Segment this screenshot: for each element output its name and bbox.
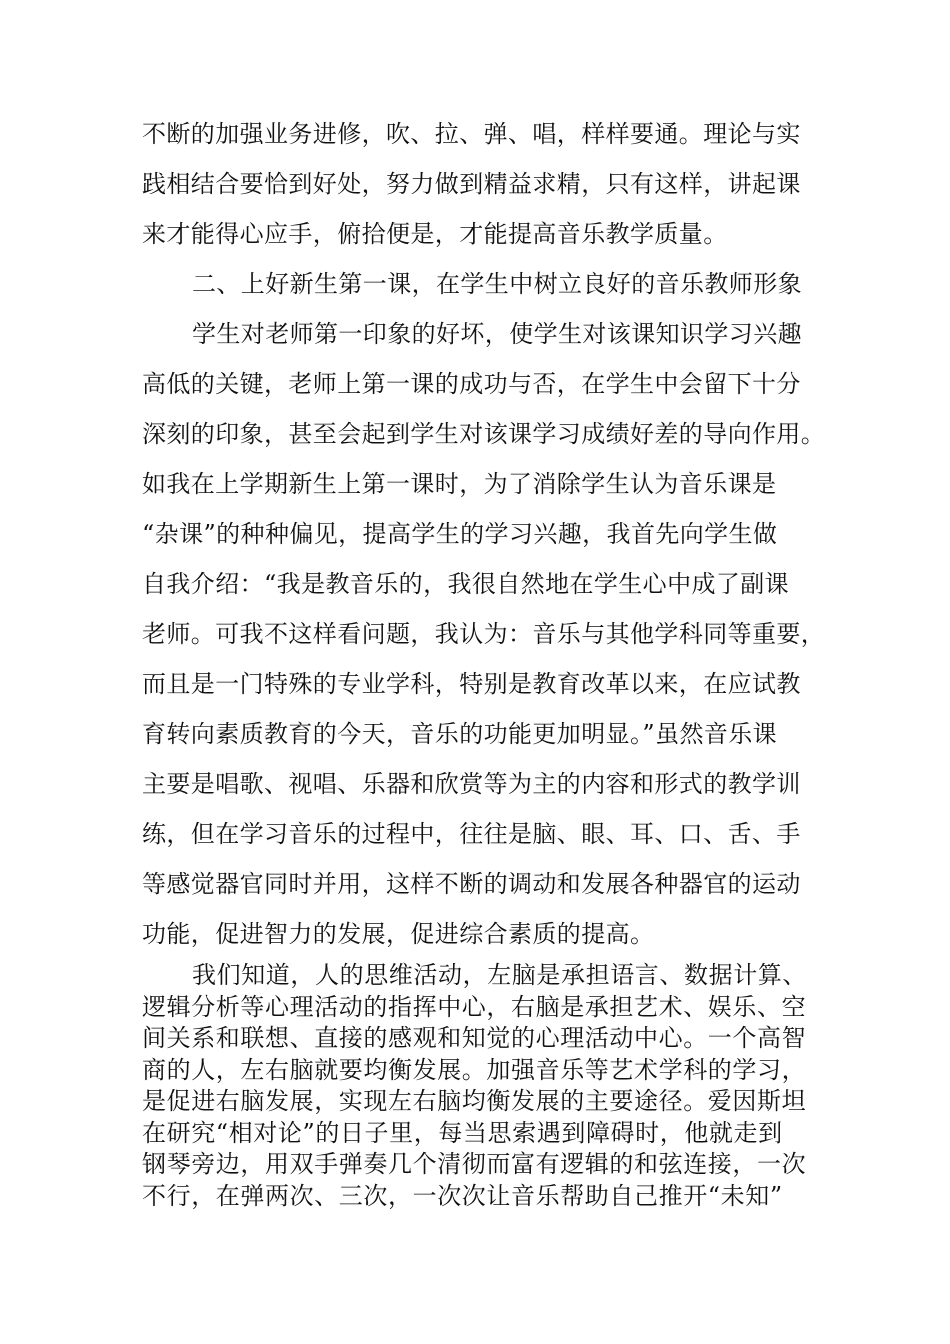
paragraph-line: “杂课”的种种偏见，提高学生的学习兴趣，我首先向学生做 [142, 520, 778, 548]
paragraph-line: 学生对老师第一印象的好坏，使学生对该课知识学习兴趣 [192, 320, 802, 348]
paragraph-line: 而且是一门特殊的专业学科，特别是教育改革以来，在应试教 [142, 670, 801, 698]
paragraph-line: 等感觉器官同时并用，这样不断的调动和发展各种器官的运动 [142, 870, 801, 898]
paragraph-line: 是促进右脑发展，实现左右脑均衡发展的主要途径。爱因斯坦 [142, 1087, 807, 1115]
paragraph-line: 间关系和联想、直接的感观和知觉的心理活动中心。一个高智 [142, 1024, 807, 1052]
paragraph-line: 逻辑分析等心理活动的指挥中心，右脑是承担艺术、娱乐、空 [142, 992, 807, 1021]
paragraph-line: 来才能得心应手，俯拾便是，才能提高音乐教学质量。 [142, 220, 728, 248]
paragraph-line: 老师。可我不这样看问题，我认为：音乐与其他学科同等重要， [142, 620, 826, 648]
text-block-lower [142, 960, 842, 1212]
paragraph-line: 我们知道，人的思维活动，左脑是承担语言、数据计算、 [192, 961, 807, 989]
section-heading: 二、上好新生第一课，在学生中树立良好的音乐教师形象 [192, 270, 802, 298]
paragraph-line: 育转向素质教育的今天，音乐的功能更加明显。”虽然音乐课 [142, 720, 778, 748]
paragraph-line: 商的人，左右脑就要均衡发展。加强音乐等艺术学科的学习， [142, 1055, 807, 1084]
paragraph-line: 功能，促进智力的发展，促进综合素质的提高。 [142, 920, 655, 948]
paragraph-line: 践相结合要恰到好处，努力做到精益求精，只有这样，讲起课 [142, 170, 801, 198]
paragraph-line: 不断的加强业务进修，吹、拉、弹、唱，样样要通。理论与实 [142, 120, 801, 148]
paragraph-line: 深刻的印象，甚至会起到学生对该课学习成绩好差的导向作用。 [142, 420, 826, 448]
paragraph-line: 钢琴旁边，用双手弹奏几个清彻而富有逻辑的和弦连接，一次 [142, 1150, 807, 1178]
paragraph-line: 如我在上学期新生上第一课时，为了消除学生认为音乐课是 [142, 470, 777, 498]
paragraph-line: 高低的关键，老师上第一课的成功与否，在学生中会留下十分 [142, 370, 801, 398]
paragraph-line: 自我介绍：“我是教音乐的，我很自然地在学生心中成了副课 [142, 570, 790, 598]
paragraph-line: 在研究“相对论”的日子里，每当思索遇到障碍时，他就走到 [142, 1118, 783, 1147]
paragraph-line: 不行，在弹两次、三次，一次次让音乐帮助自己推开“未知” [142, 1181, 783, 1210]
paragraph-line: 主要是唱歌、视唱、乐器和欣赏等为主的内容和形式的教学训 [142, 770, 801, 798]
text-block-upper [142, 109, 842, 959]
paragraph-line: 练，但在学习音乐的过程中，往往是脑、眼、耳、口、舌、手 [142, 820, 801, 848]
